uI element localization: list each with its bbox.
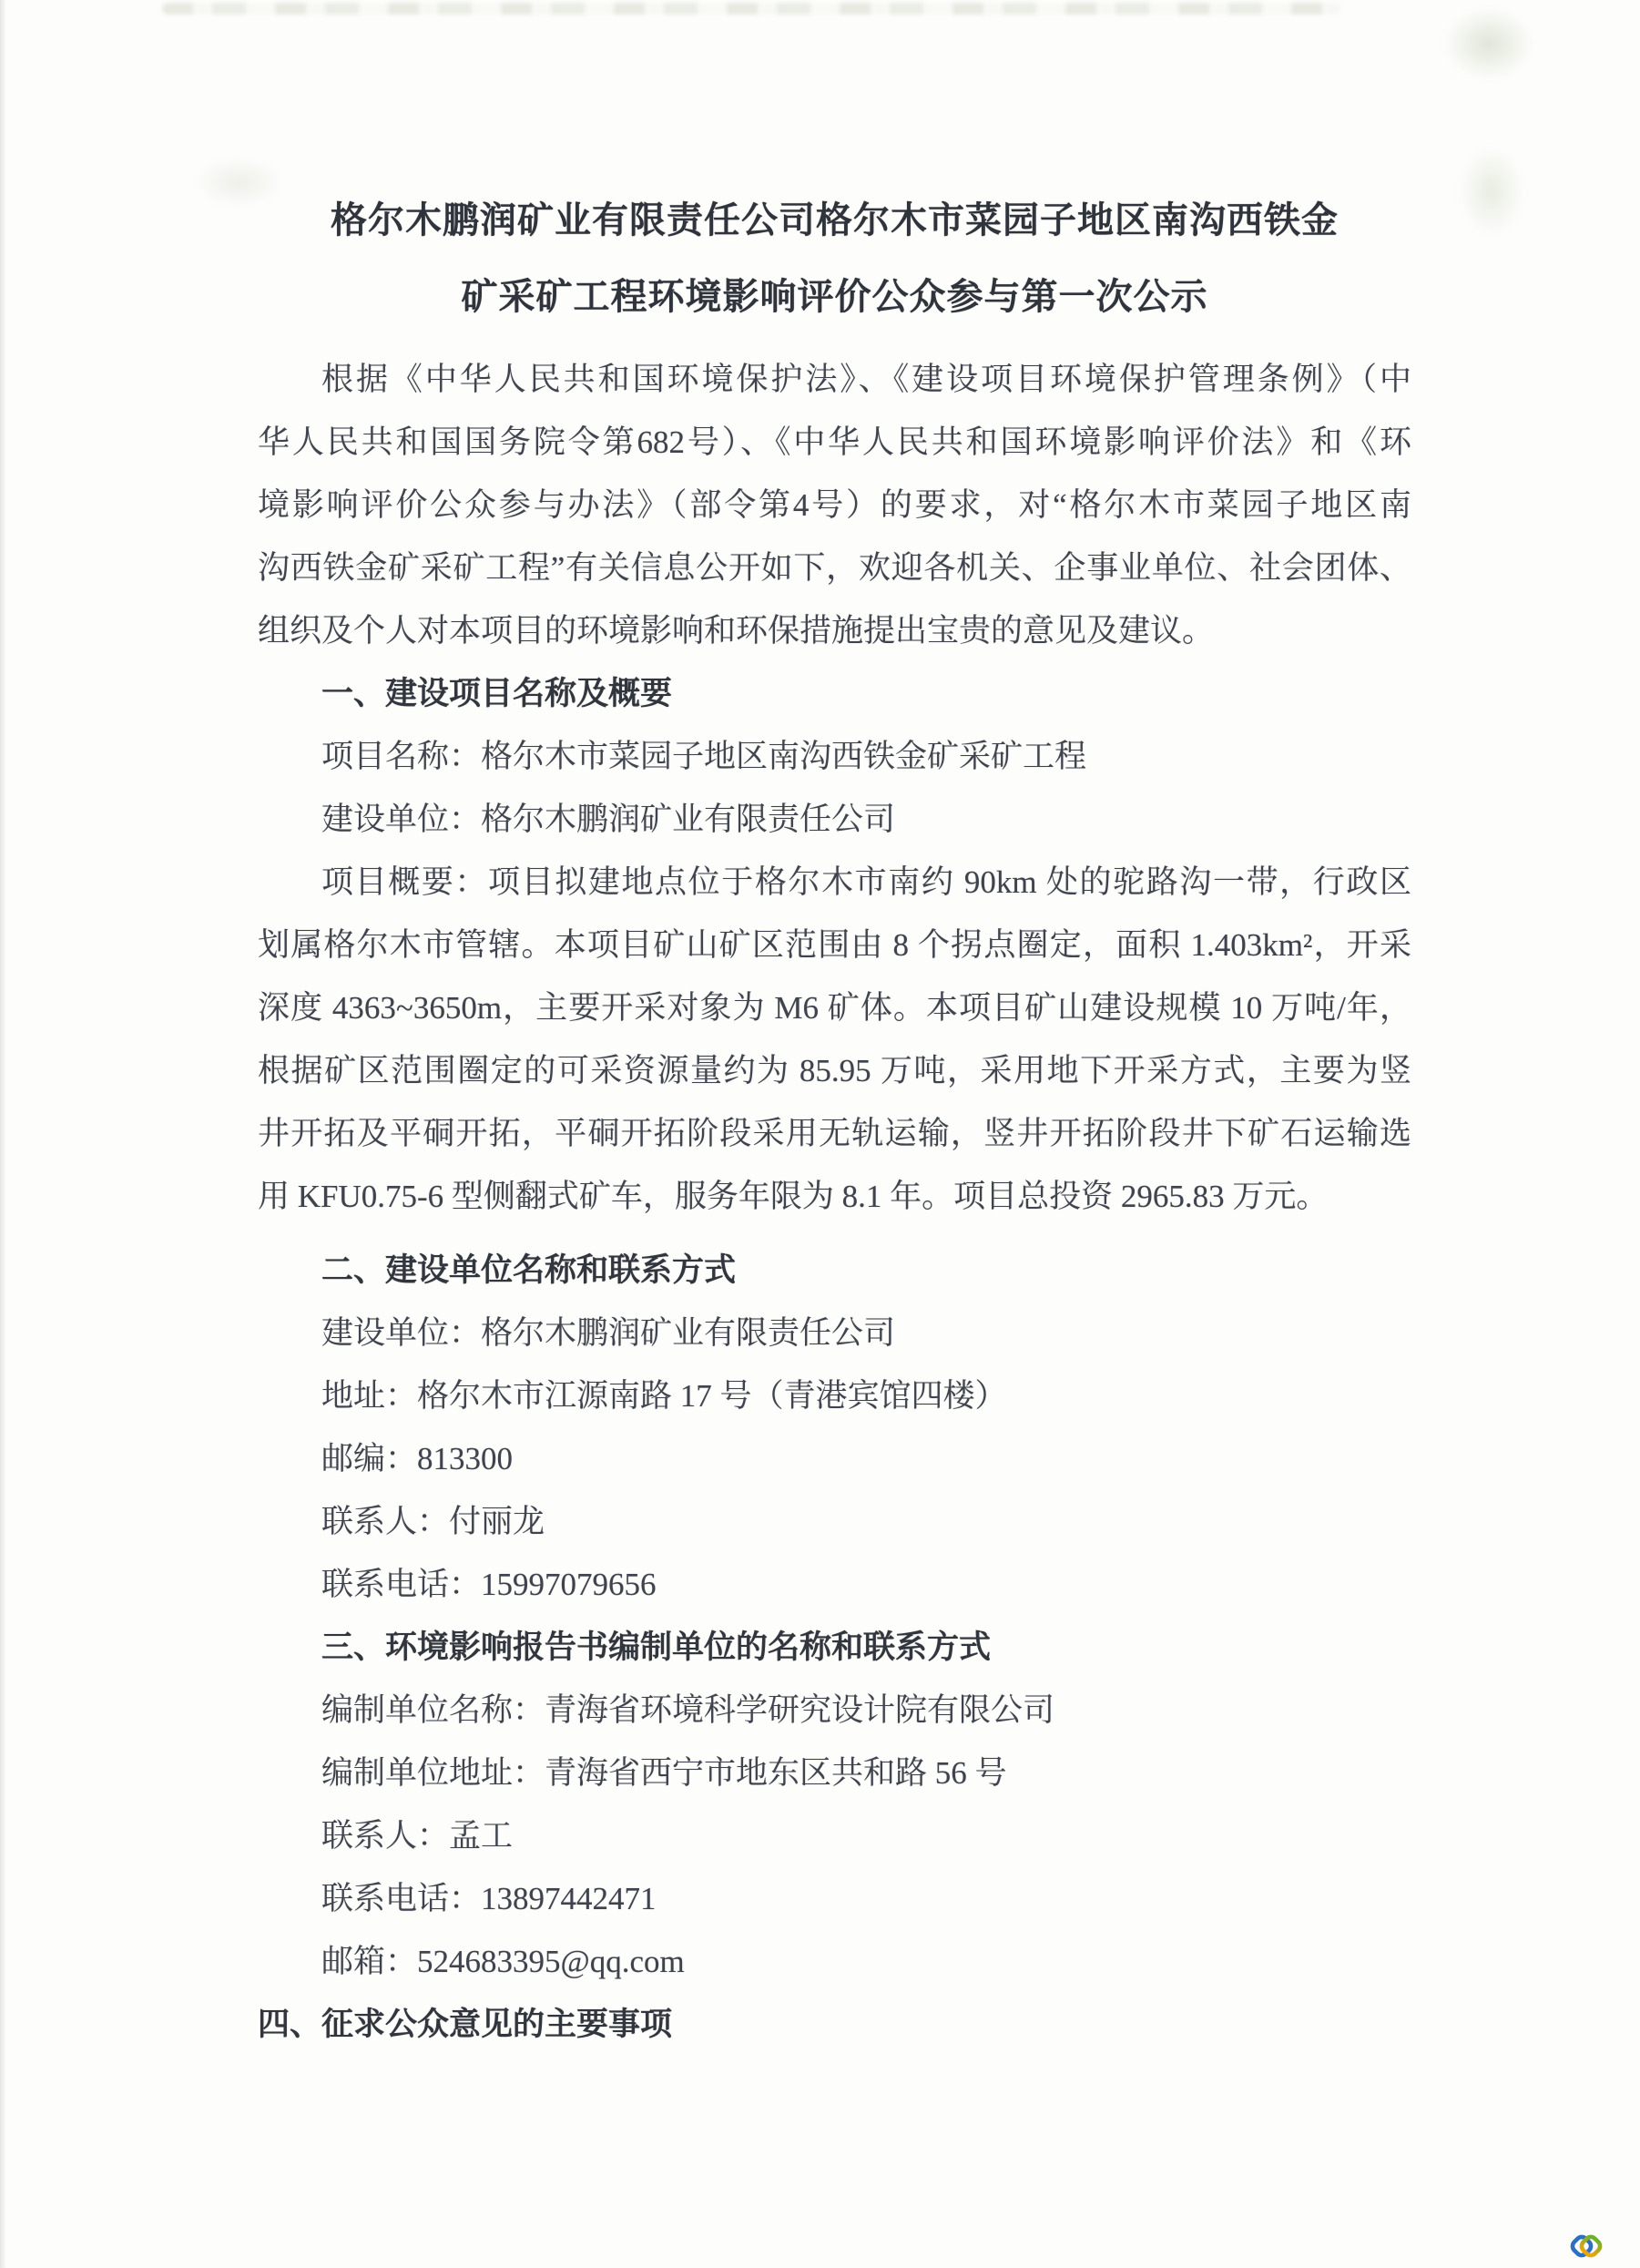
- document-body: [258, 182, 1411, 2056]
- doc-line: 根据《中华人民共和国环境保护法》、《建设项目环境保护管理条例》（中: [321, 362, 1411, 397]
- postcode-line: 邮编：813300: [321, 1441, 514, 1476]
- section-heading-2: 二、建设单位名称和联系方式: [321, 1252, 737, 1288]
- doc-line: 井开拓及平硐开拓，平硐开拓阶段采用无轨运输，竖井开拓阶段井下矿石运输选: [258, 1116, 1411, 1151]
- address-line: 地址：格尔木市江源南路 17 号（青港宾馆四楼）: [321, 1378, 1007, 1414]
- contact-phone-line: 联系电话：13897442471: [321, 1881, 657, 1916]
- doc-line: 沟西铁金矿采矿工程”有关信息公开如下，欢迎各机关、企事业单位、社会团体、: [258, 550, 1411, 586]
- title-line-1: 格尔木鹏润矿业有限责任公司格尔木市菜园子地区南沟西铁金: [331, 199, 1339, 240]
- builder-line: 建设单位：格尔木鹏润矿业有限责任公司: [321, 802, 896, 837]
- doc-line: 境影响评价公众参与办法》（部令第4号）的要求，对“格尔木市菜园子地区南: [258, 487, 1411, 523]
- builder-line: 建设单位：格尔木鹏润矿业有限责任公司: [321, 1315, 896, 1351]
- title-line-2: 矿采矿工程环境影响评价公众参与第一次公示: [461, 276, 1208, 317]
- section-heading-1: 一、建设项目名称及概要: [321, 676, 673, 711]
- doc-line: 用 KFU0.75-6 型侧翻式矿车，服务年限为 8.1 年。项目总投资 2965.83 万元。: [258, 1179, 1329, 1214]
- interlocked-rings-logo-icon: [1566, 2228, 1606, 2264]
- doc-line: 组织及个人对本项目的环境影响和环保措施提出宝贵的意见及建议。: [258, 613, 1215, 649]
- doc-line: 华人民共和国国务院令第682号）、《中华人民共和国环境影响评价法》和《环: [258, 424, 1411, 460]
- doc-line: 深度 4363~3650m，主要开采对象为 M6 矿体。本项目矿山建设规模 10 万吨/年，: [258, 990, 1411, 1026]
- scan-artifact-smudge: [1459, 146, 1524, 237]
- section-heading-3: 三、环境影响报告书编制单位的名称和联系方式: [321, 1629, 992, 1665]
- doc-line: 根据矿区范围圈定的可采资源量约为 85.95 万吨，采用地下开采方式，主要为竖: [258, 1053, 1411, 1088]
- contact-person-line: 联系人：付丽龙: [321, 1504, 545, 1539]
- email-line: 邮箱：524683395@qq.com: [321, 1944, 685, 1979]
- scan-artifact-top-band: [162, 3, 1341, 15]
- project-name-line: 项目名称：格尔木市菜园子地区南沟西铁金矿采矿工程: [321, 739, 1087, 774]
- compiler-address-line: 编制单位地址：青海省西宁市地东区共和路 56 号: [321, 1755, 1007, 1791]
- doc-line: 划属格尔木市管辖。本项目矿山矿区范围由 8 个拐点圈定，面积 1.403km²，开采: [258, 927, 1411, 963]
- section-heading-4: 四、征求公众意见的主要事项: [258, 2007, 673, 2042]
- contact-phone-line: 联系电话：15997079656: [321, 1567, 657, 1602]
- doc-line: 项目概要：项目拟建地点位于格尔木市南约 90km 处的驼路沟一带，行政区: [321, 864, 1411, 900]
- contact-person-line: 联系人：孟工: [321, 1818, 514, 1854]
- compiler-name-line: 编制单位名称：青海省环境科学研究设计院有限公司: [321, 1692, 1055, 1728]
- document-title: [258, 182, 1411, 335]
- scan-artifact-smudge: [1443, 7, 1534, 80]
